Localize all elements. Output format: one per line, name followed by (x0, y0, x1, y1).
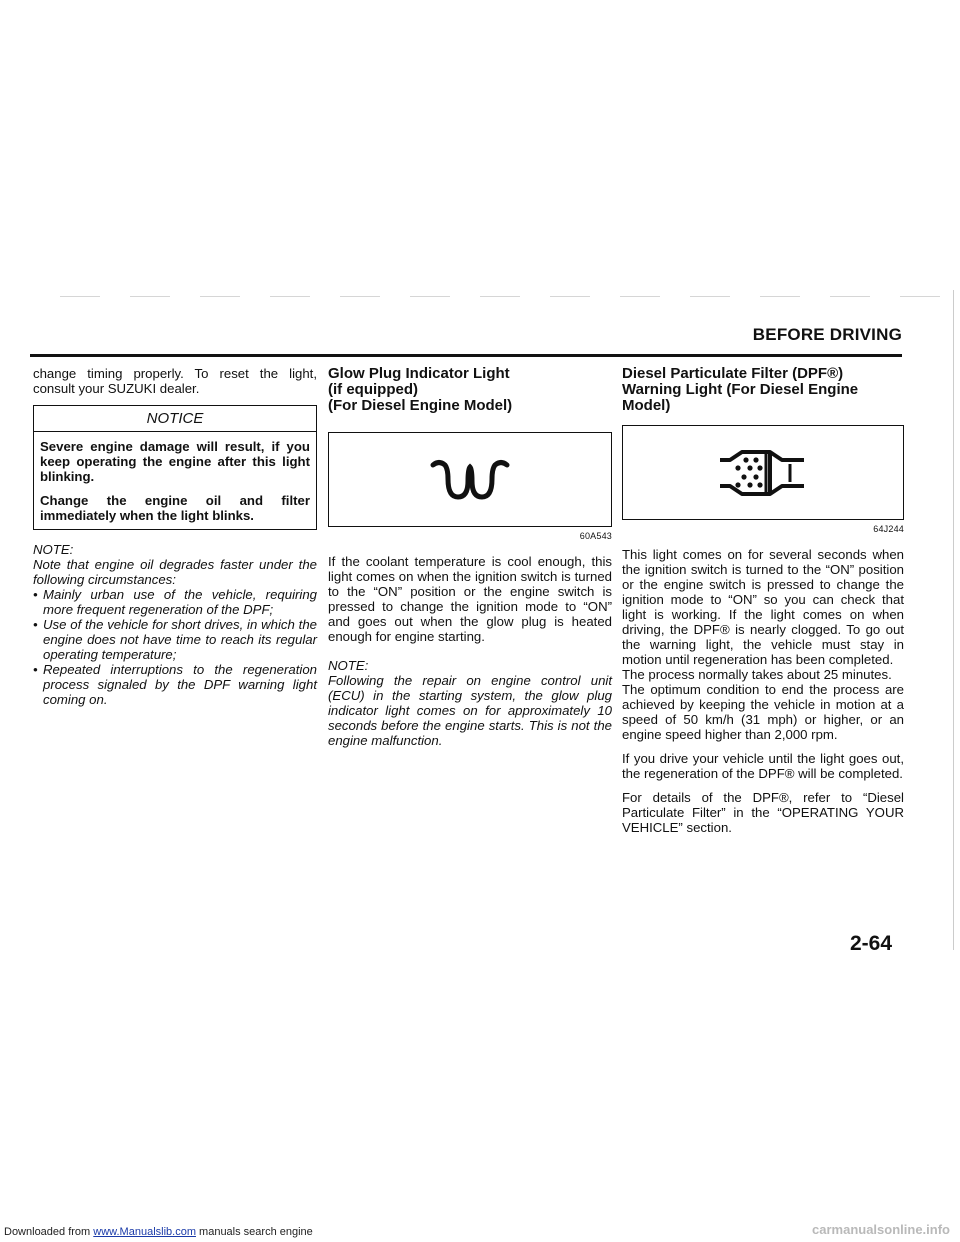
heading-line: Diesel Particulate Filter (DPF®) (622, 365, 844, 382)
scan-artifact-line (60, 296, 940, 297)
manualslib-link[interactable]: www.Manualslib.com (93, 1226, 196, 1238)
page-number: 2-64 (850, 932, 893, 955)
watermark: carmanualsonline.info (812, 1222, 950, 1237)
column-left (33, 366, 317, 707)
dpf-paragraph-4: If you drive your vehicle until the light goes out, the regeneration of the DPF® will be completed. (622, 751, 904, 781)
dpf-figure (622, 425, 904, 520)
dpf-paragraph-2: The process normally takes about 25 minutes. (622, 667, 892, 682)
dpf-filter-icon (708, 446, 818, 500)
footer-prefix: Downloaded from (4, 1226, 94, 1238)
notice-body (34, 432, 316, 529)
glow-plug-figure (328, 432, 612, 527)
heading-line: Glow Plug Indicator Light (328, 365, 510, 382)
glow-plug-heading (328, 366, 612, 414)
dpf-paragraph-3: The optimum condition to end the process are achieved by keeping the vehicle in motion at a speed of 50 km/h (31 mph) or higher, or an engine speed higher than 2,000 rpm. (622, 682, 904, 742)
list-item: • Repeated interruptions to the regeneration process signaled by the DPF warning light coming on. (33, 662, 317, 707)
footer-suffix: manuals search engine (195, 1226, 313, 1238)
notice-paragraph-1: Severe engine damage will result, if you keep operating the engine after this light blinking. (40, 439, 310, 484)
list-item: • Use of the vehicle for short drives, in which the engine does not have time to reach its regular operating temperature; (33, 617, 317, 662)
note-block (328, 658, 612, 748)
page-header (30, 322, 902, 357)
note-block (33, 542, 317, 707)
download-footer (4, 1226, 313, 1238)
scan-edge-line (953, 290, 954, 950)
intro-paragraph: change timing properly. To reset the light, consult your SUZUKI dealer. (33, 366, 317, 396)
notice-box (33, 405, 317, 530)
heading-line: Warning Light (For Diesel Engine (622, 381, 859, 398)
note-bullet-list (33, 587, 317, 707)
dpf-paragraph-1: This light comes on for several seconds when the ignition switch is turned to the “ON” position or the engine switch is pressed to change the ignition mode to “ON” so you can check that light is working. If the light comes on when driving, the DPF® is nearly clogged. To go out the warning light, the vehicle must stay in motion until regeneration has been completed. (622, 547, 904, 667)
glow-plug-coil-icon (425, 455, 515, 505)
notice-title: NOTICE (34, 406, 316, 432)
heading-line: Model) (622, 397, 671, 414)
heading-line: (For Diesel Engine Model) (328, 397, 513, 414)
figure-code: 64J244 (873, 524, 904, 534)
heading-line: (if equipped) (328, 381, 418, 398)
dpf-heading (622, 366, 904, 414)
glow-plug-paragraph: If the coolant temperature is cool enough, this light comes on when the ignition switch is turned to the “ON” position or the engine switch is pressed to change the ignition mode to “ON” and goes out when the glow plug is heated enough for engine starting. (328, 554, 612, 644)
note-label: NOTE: (33, 542, 74, 557)
figure-code: 60A543 (579, 531, 612, 541)
column-middle (328, 366, 612, 757)
notice-paragraph-2: Change the engine oil and filter immediately when the light blinks. (40, 493, 310, 523)
note-text: Following the repair on engine control unit (ECU) in the starting system, the glow plug indicator light comes on for approximately 10 seconds before the engine starts. This is not the engine malfunction. (328, 673, 612, 748)
list-item: • Mainly urban use of the vehicle, requiring more frequent regeneration of the DPF; (33, 587, 317, 617)
dpf-paragraph-5: For details of the DPF®, refer to “Diesel Particulate Filter” in the “OPERATING YOUR VEHICLE” section. (622, 790, 904, 835)
note-label: NOTE: (328, 658, 369, 673)
note-text: Note that engine oil degrades faster under the following circumstances: (33, 557, 317, 587)
column-right (622, 366, 904, 844)
section-title: BEFORE DRIVING (752, 325, 902, 344)
